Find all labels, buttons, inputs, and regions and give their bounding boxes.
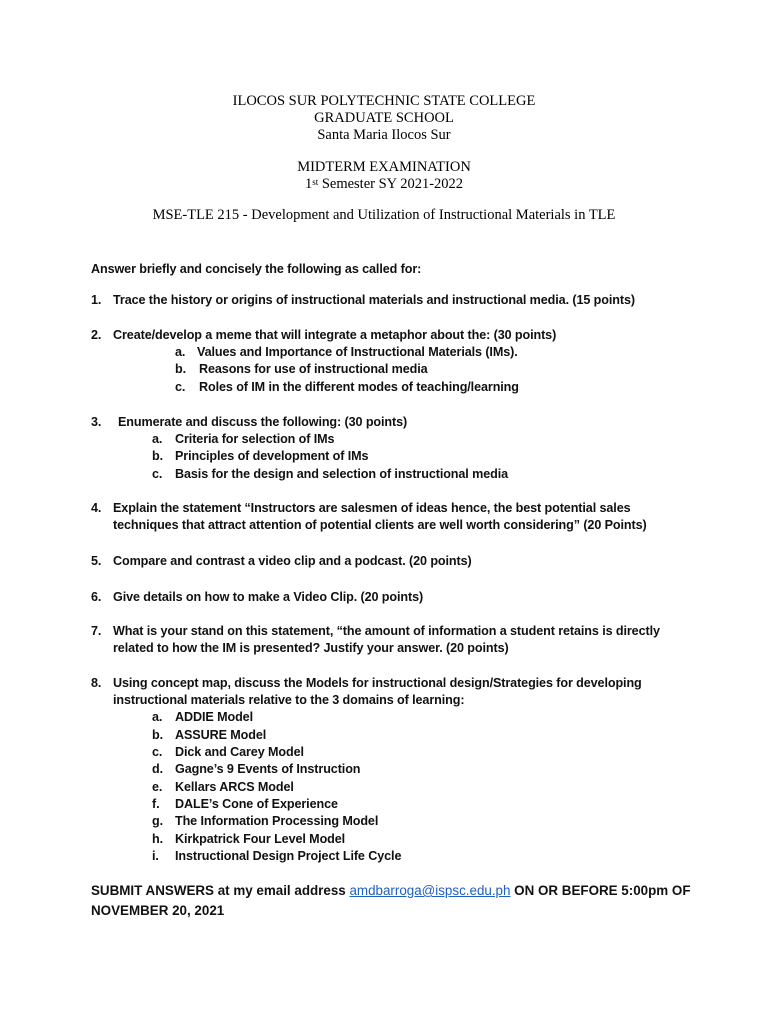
department: GRADUATE SCHOOL [314,110,454,126]
q2-sub-a-text: Values and Importance of Instructional Materials (IMs). [197,345,518,359]
question-6-text: Give details on how to make a Video Clip. (20 points) [113,590,424,604]
exam-title: MIDTERM EXAMINATION [297,159,471,175]
question-3-number: 3. [91,415,102,429]
q8-sub-e-letter: e. [152,780,163,794]
q2-sub-c-text: Roles of IM in the different modes of teaching/learning [199,380,519,394]
q8-sub-c-text: Dick and Carey Model [175,745,304,759]
q2-sub-b-text: Reasons for use of instructional media [199,362,428,376]
q2-sub-b-letter: b. [175,362,186,376]
q8-sub-g-text: The Information Processing Model [175,814,379,828]
question-8-number: 8. [91,676,102,690]
email-link[interactable]: amdbarroga@ispsc.edu.ph [349,883,511,898]
submit-text-before: SUBMIT ANSWERS at my email address [91,883,350,898]
q8-sub-i-letter: i. [152,849,159,863]
q3-sub-b-letter: b. [152,449,163,463]
school-name: ILOCOS SUR POLYTECHNIC STATE COLLEGE [232,93,536,109]
question-8-text-line-2: instructional materials relative to the 3 domains of learning: [113,693,465,707]
q3-sub-a-text: Criteria for selection of IMs [175,432,335,446]
location: Santa Maria Ilocos Sur [317,127,451,143]
q8-sub-h-letter: h. [152,832,163,846]
semester-number: 1 [304,176,313,192]
question-5-number: 5. [91,554,102,568]
q8-sub-e-text: Kellars ARCS Model [175,780,294,794]
q8-sub-g-letter: g. [152,814,163,828]
question-4-number: 4. [91,501,102,515]
question-1-text: Trace the history or origins of instructional materials and instructional media. (15 points) [113,293,635,307]
semester-text: Semester SY 2021-2022 [318,176,464,192]
question-7-text-line-2: related to how the IM is presented? Justify your answer. (20 points) [113,641,509,655]
q3-sub-a-letter: a. [152,432,163,446]
q8-sub-h-text: Kirkpatrick Four Level Model [175,832,346,846]
q3-sub-c-letter: c. [152,467,163,481]
course-title: MSE-TLE 215 - Development and Utilization of Instructional Materials in TLE [152,207,616,223]
q8-sub-i-text: Instructional Design Project Life Cycle [175,849,402,863]
q8-sub-f-text: DALE’s Cone of Experience [175,797,338,811]
question-7-number: 7. [91,624,102,638]
semester [0,176,768,193]
question-1-number: 1. [91,293,102,307]
q2-sub-c-letter: c. [175,380,186,394]
q3-sub-b-text: Principles of development of IMs [175,449,369,463]
q8-sub-c-letter: c. [152,745,163,759]
submit-text-after: ON OR BEFORE 5:00pm OF NOVEMBER 20, 2021 [91,883,691,918]
question-3-text: Enumerate and discuss the following: (30 points) [118,415,408,429]
semester-ordinal: st [312,177,319,187]
q8-sub-a-letter: a. [152,710,163,724]
q8-sub-d-text: Gagne’s 9 Events of Instruction [175,762,361,776]
question-8-text-line-1: Using concept map, discuss the Models for instructional design/Strategies for developing [113,676,642,690]
q8-sub-d-letter: d. [152,762,163,776]
q8-sub-f-letter: f. [152,797,160,811]
question-7-text-line-1: What is your stand on this statement, “the amount of information a student retains is directly [113,624,660,638]
q3-sub-c-text: Basis for the design and selection of instructional media [175,467,508,481]
question-2-number: 2. [91,328,102,342]
q2-sub-a-letter: a. [175,345,186,359]
question-2-text: Create/develop a meme that will integrate a metaphor about the: (30 points) [113,328,557,342]
question-5-text: Compare and contrast a video clip and a podcast. (20 points) [113,554,472,568]
submit-instructions [91,881,711,921]
q8-sub-b-letter: b. [152,728,163,742]
question-6-number: 6. [91,590,102,604]
instruction-text: Answer briefly and concisely the following as called for: [91,262,422,276]
q8-sub-b-text: ASSURE Model [175,728,267,742]
q8-sub-a-text: ADDIE Model [175,710,253,724]
question-4-text-line-2: techniques that attract attention of potential clients are well worth considering” (20 Points) [113,518,647,532]
question-4-text-line-1: Explain the statement “Instructors are salesmen of ideas hence, the best potential sales [113,501,631,515]
